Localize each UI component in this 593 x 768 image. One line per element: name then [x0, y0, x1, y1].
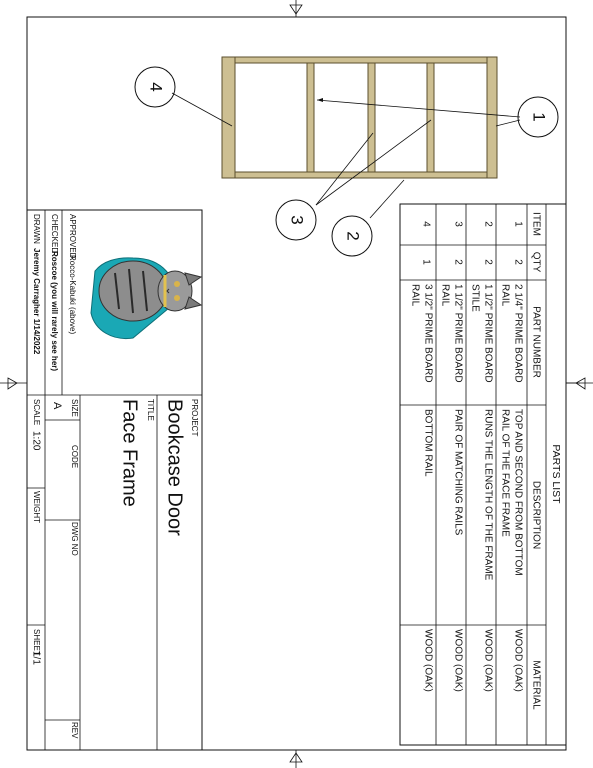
header-description: DESCRIPTION	[530, 480, 542, 550]
size-value: A	[51, 402, 64, 410]
row-1-part-line-1: 2 1/4" PRIME BOARD	[512, 284, 524, 383]
frame-rail-2	[307, 63, 314, 172]
parts-list-title: PARTS LIST	[550, 444, 563, 504]
frame-left-rail	[222, 57, 235, 178]
row-3-part-line-2: RAIL	[439, 284, 451, 307]
callout-2-label: 2	[343, 231, 363, 241]
row-1-desc-line-2: RAIL OF THE FACE FRAME	[499, 409, 511, 537]
row-1-part-line-2: RAIL	[499, 284, 511, 307]
row-2-part-line-2: STILE	[469, 284, 481, 312]
row-4-material: WOOD (OAK)	[422, 629, 434, 692]
row-4-part-line-1: 3 1/2" PRIME BOARD	[422, 284, 434, 383]
weight-label: WEIGHT	[31, 491, 41, 523]
header-material: MATERIAL	[530, 660, 542, 710]
frame-rail-4	[427, 63, 434, 172]
callout-4-label: 4	[146, 82, 166, 92]
size-label: SIZE	[69, 399, 79, 417]
row-1-qty: 2	[512, 259, 524, 265]
row-1-material: WOOD (OAK)	[512, 629, 524, 692]
sheet-label: SHEET	[31, 629, 41, 656]
scale-label: SCALE	[31, 399, 41, 426]
row-4-qty: 1	[420, 259, 432, 265]
row-3-part-line-1: 1 1/2" PRIME BOARD	[452, 284, 464, 383]
callout-1	[518, 97, 558, 137]
row-4-desc-line-1: BOTTOM RAIL	[422, 409, 434, 477]
approved-value: Rocco-Kabuki (above)	[67, 255, 77, 335]
frame-right-rail	[487, 57, 497, 178]
row-2-part-line-1: 1 1/2" PRIME BOARD	[482, 284, 494, 383]
row-1-desc-line-1: TOP AND SECOND FROM BOTTOM	[512, 409, 524, 576]
callout-3-label: 3	[287, 215, 307, 225]
row-1-item: 1	[512, 221, 524, 227]
drawn-value: Jeremy Carragher 1/14/2022	[31, 248, 41, 355]
face-frame-drawing	[222, 57, 497, 178]
row-3-material: WOOD (OAK)	[452, 629, 464, 692]
checked-label: CHECKED	[49, 214, 59, 254]
header-qty: QTY	[530, 251, 542, 273]
callout-1-label: 1	[529, 112, 549, 122]
title-label: TITLE	[145, 399, 155, 421]
row-2-desc-line-1: RUNS THE LENGTH OF THE FRAME	[482, 409, 494, 581]
frame-top-board	[222, 57, 497, 63]
callout-4	[135, 67, 175, 107]
row-2-item: 2	[482, 221, 494, 227]
row-3-qty: 2	[452, 259, 464, 265]
project-name: Bookcase Door	[163, 399, 186, 536]
project-label: PROJECT	[189, 399, 199, 437]
scale-value: 1:20	[30, 431, 42, 451]
rev-label: REV	[69, 722, 79, 739]
cat-illustration	[91, 258, 201, 339]
approved-label: APPROVED	[67, 214, 77, 259]
row-2-material: WOOD (OAK)	[482, 629, 494, 692]
row-3-item: 3	[452, 221, 464, 227]
frame-rail-3	[368, 63, 375, 172]
row-2-qty: 2	[482, 259, 494, 265]
code-label: CODE	[69, 445, 79, 469]
callout-2	[332, 216, 372, 256]
drawing-title: Face Frame	[118, 399, 141, 507]
row-4-item: 4	[420, 221, 432, 227]
checked-value: Roscoe (you will rarely see her)	[49, 251, 59, 372]
header-part-number: PART NUMBER	[530, 306, 542, 378]
parts-list-table	[400, 204, 566, 745]
sheet-value: 1/1	[30, 651, 42, 665]
header-item: ITEM	[530, 212, 542, 236]
drawn-label: DRAWN	[31, 214, 41, 244]
row-3-desc-line-1: PAIR OF MATCHING RAILS	[452, 409, 464, 536]
callout-3	[276, 200, 316, 240]
dwg-no-label: DWG NO	[69, 522, 79, 556]
row-4-part-line-2: RAIL	[409, 284, 421, 307]
title-block	[27, 210, 202, 750]
